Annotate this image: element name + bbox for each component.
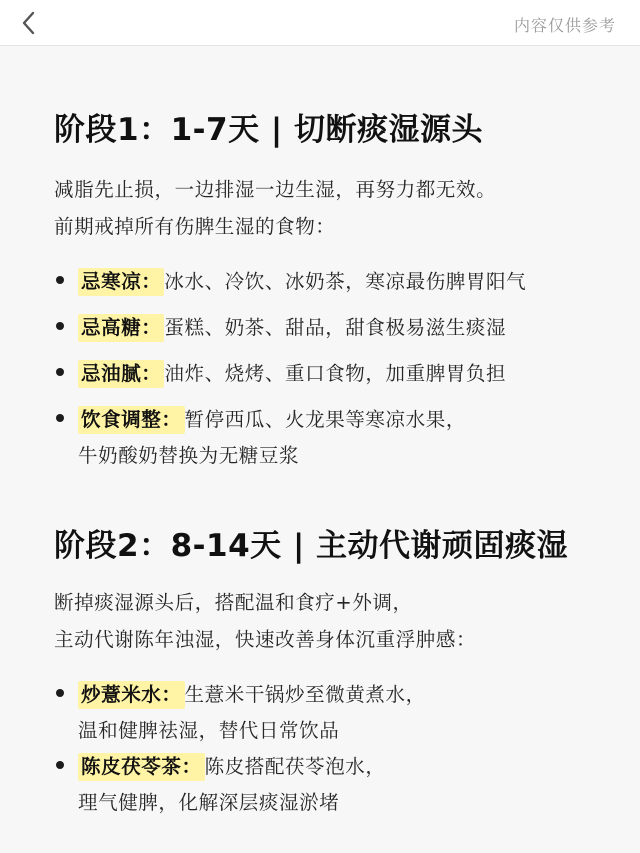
stage2-title: 阶段2：8-14天 | 主动代谢顽固痰湿 (54, 528, 569, 564)
stage1-title: 阶段1：1-7天 | 切断痰湿源头 (54, 112, 483, 148)
stage1-intro-line1: 减脂先止损，一边排湿一边生湿，再努力都无效。 (54, 178, 497, 201)
item-text: 陈皮搭配茯苓泡水， (204, 755, 386, 778)
item-label: 饮食调整： (78, 406, 185, 434)
list-item (78, 266, 526, 294)
bullet-dot (56, 322, 64, 330)
list-item (78, 312, 506, 340)
item-label: 忌寒凉： (78, 268, 164, 296)
list-item (78, 358, 506, 386)
item-label: 炒薏米水： (78, 681, 185, 709)
bullet-dot (56, 761, 64, 769)
item-text: 生薏米干锅炒至微黄煮水， (184, 683, 426, 706)
bullet-dot (56, 276, 64, 284)
item-label: 忌高糖： (78, 314, 164, 342)
item-label: 陈皮茯苓茶： (78, 753, 205, 781)
stage1-intro-line2: 前期戒掉所有伤脾生湿的食物： (54, 215, 336, 238)
list-item (78, 679, 426, 707)
list-item (78, 751, 386, 779)
stage2-intro-line1: 断掉痰湿源头后，搭配温和食疗+外调， (54, 591, 413, 614)
disclaimer-note: 内容仅供参考 (513, 16, 616, 35)
item-text: 暂停西瓜、火龙果等寒凉水果， (184, 408, 466, 431)
item-text: 蛋糕、奶茶、甜品，甜食极易滋生痰湿 (164, 316, 507, 339)
bullet-dot (56, 689, 64, 697)
article-content (0, 46, 640, 853)
list-item-continuation: 温和健脾祛湿，替代日常饮品 (78, 719, 340, 742)
top-nav-bar (0, 0, 640, 46)
item-label: 忌油腻： (78, 360, 164, 388)
stage2-intro-line2: 主动代谢陈年浊湿，快速改善身体沉重浮肿感： (54, 628, 477, 651)
list-item-continuation: 牛奶酸奶替换为无糖豆浆 (78, 444, 300, 467)
list-item-continuation: 理气健脾，化解深层痰湿淤堵 (78, 791, 340, 814)
bullet-dot (56, 368, 64, 376)
list-item (78, 404, 466, 432)
item-text: 冰水、冷饮、冰奶茶，寒凉最伤脾胃阳气 (164, 270, 527, 293)
item-text: 油炸、烧烤、重口食物，加重脾胃负担 (164, 362, 507, 385)
chevron-left-icon[interactable] (18, 10, 42, 36)
bullet-dot (56, 414, 64, 422)
